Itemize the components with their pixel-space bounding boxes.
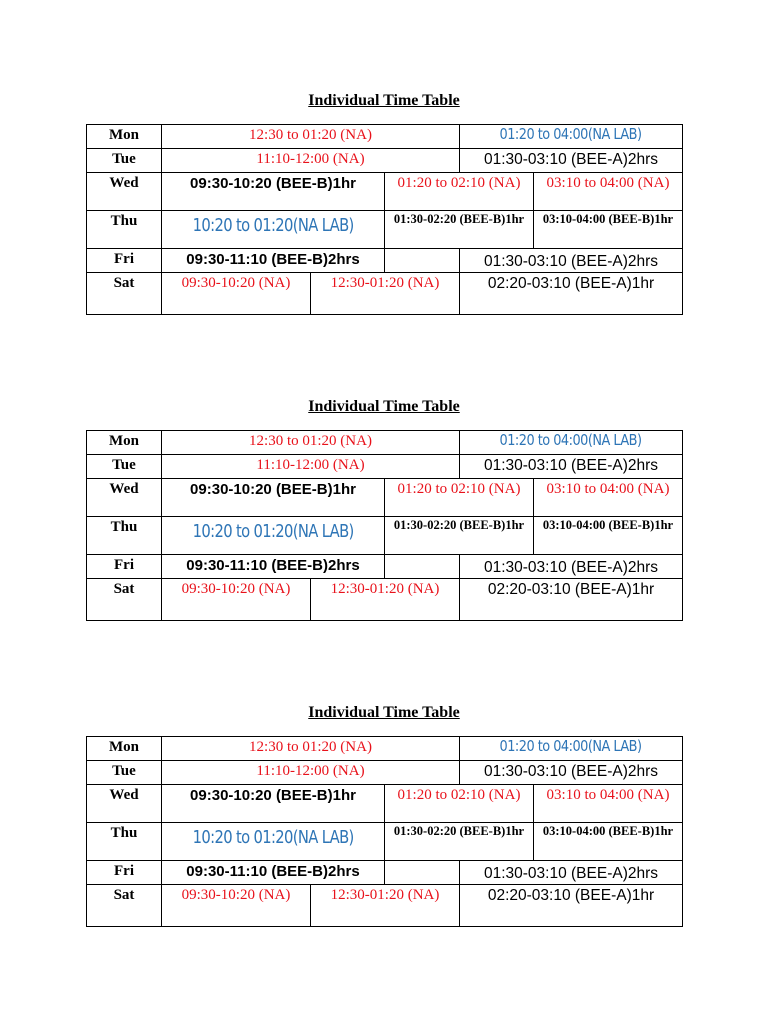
wed-slot-na-1: 01:20 to 02:10 (NA) (385, 479, 534, 517)
timetable-table (86, 124, 683, 315)
sat-slot-na-1: 09:30-10:20 (NA) (162, 579, 311, 621)
table-row-tue (87, 455, 683, 479)
tue-slot-na: 11:10-12:00 (NA) (162, 149, 460, 173)
table-row-mon (87, 431, 683, 455)
sat-slot-bee-a: 02:20-03:10 (BEE-A)1hr (460, 273, 683, 315)
day-cell-wed: Wed (87, 479, 162, 517)
wed-slot-na-1: 01:20 to 02:10 (NA) (385, 785, 534, 823)
day-cell-thu: Thu (87, 517, 162, 555)
table-row-thu (87, 823, 683, 861)
fri-empty-slot (385, 555, 460, 579)
fri-slot-bee-a: 01:30-03:10 (BEE-A)2hrs (460, 861, 683, 885)
table-row-sat (87, 579, 683, 621)
thu-slot-bee-b-1: 01:30-02:20 (BEE-B)1hr (385, 211, 534, 249)
fri-empty-slot (385, 861, 460, 885)
timetable-table (86, 736, 683, 927)
wed-slot-na-2: 03:10 to 04:00 (NA) (534, 479, 683, 517)
thu-slot-na-lab: 10:20 to 01:20(NA LAB) (162, 211, 385, 249)
day-cell-sat: Sat (87, 273, 162, 315)
table-row-fri (87, 249, 683, 273)
day-cell-sat: Sat (87, 579, 162, 621)
sat-slot-na-1: 09:30-10:20 (NA) (162, 885, 311, 927)
tue-slot-na: 11:10-12:00 (NA) (162, 455, 460, 479)
mon-slot-na-lab: 01:20 to 04:00(NA LAB) (460, 737, 683, 761)
tue-slot-bee-a: 01:30-03:10 (BEE-A)2hrs (460, 455, 683, 479)
table-row-tue (87, 761, 683, 785)
wed-slot-bee-b: 09:30-10:20 (BEE-B)1hr (162, 173, 385, 211)
timetable-table (86, 430, 683, 621)
wed-slot-na-2: 03:10 to 04:00 (NA) (534, 173, 683, 211)
day-cell-fri: Fri (87, 555, 162, 579)
table-row-sat (87, 273, 683, 315)
day-cell-mon: Mon (87, 431, 162, 455)
table-row-thu (87, 211, 683, 249)
sat-slot-bee-a: 02:20-03:10 (BEE-A)1hr (460, 579, 683, 621)
sat-slot-na-2: 12:30-01:20 (NA) (311, 579, 460, 621)
thu-slot-na-lab: 10:20 to 01:20(NA LAB) (162, 823, 385, 861)
table-row-wed (87, 785, 683, 823)
fri-empty-slot (385, 249, 460, 273)
sat-slot-na-1: 09:30-10:20 (NA) (162, 273, 311, 315)
table-row-sat (87, 885, 683, 927)
timetable-title: Individual Time Table (308, 92, 460, 109)
sat-slot-na-2: 12:30-01:20 (NA) (311, 885, 460, 927)
fri-slot-bee-b: 09:30-11:10 (BEE-B)2hrs (162, 861, 385, 885)
tue-slot-bee-a: 01:30-03:10 (BEE-A)2hrs (460, 149, 683, 173)
wed-slot-na-2: 03:10 to 04:00 (NA) (534, 785, 683, 823)
table-row-mon (87, 737, 683, 761)
day-cell-thu: Thu (87, 211, 162, 249)
table-row-tue (87, 149, 683, 173)
day-cell-fri: Fri (87, 861, 162, 885)
mon-slot-na: 12:30 to 01:20 (NA) (162, 431, 460, 455)
fri-slot-bee-a: 01:30-03:10 (BEE-A)2hrs (460, 249, 683, 273)
thu-slot-bee-b-1: 01:30-02:20 (BEE-B)1hr (385, 823, 534, 861)
mon-slot-na-lab: 01:20 to 04:00(NA LAB) (460, 125, 683, 149)
wed-slot-na-1: 01:20 to 02:10 (NA) (385, 173, 534, 211)
table-row-thu (87, 517, 683, 555)
sat-slot-bee-a: 02:20-03:10 (BEE-A)1hr (460, 885, 683, 927)
table-row-fri (87, 861, 683, 885)
day-cell-mon: Mon (87, 125, 162, 149)
day-cell-fri: Fri (87, 249, 162, 273)
thu-slot-bee-b-2: 03:10-04:00 (BEE-B)1hr (534, 517, 683, 555)
day-cell-wed: Wed (87, 785, 162, 823)
table-row-wed (87, 173, 683, 211)
mon-slot-na: 12:30 to 01:20 (NA) (162, 737, 460, 761)
day-cell-mon: Mon (87, 737, 162, 761)
tue-slot-bee-a: 01:30-03:10 (BEE-A)2hrs (460, 761, 683, 785)
timetable-title: Individual Time Table (308, 398, 460, 415)
thu-slot-bee-b-2: 03:10-04:00 (BEE-B)1hr (534, 211, 683, 249)
day-cell-wed: Wed (87, 173, 162, 211)
table-row-fri (87, 555, 683, 579)
table-row-wed (87, 479, 683, 517)
fri-slot-bee-b: 09:30-11:10 (BEE-B)2hrs (162, 249, 385, 273)
tue-slot-na: 11:10-12:00 (NA) (162, 761, 460, 785)
thu-slot-bee-b-1: 01:30-02:20 (BEE-B)1hr (385, 517, 534, 555)
table-row-mon (87, 125, 683, 149)
mon-slot-na: 12:30 to 01:20 (NA) (162, 125, 460, 149)
day-cell-sat: Sat (87, 885, 162, 927)
sat-slot-na-2: 12:30-01:20 (NA) (311, 273, 460, 315)
mon-slot-na-lab: 01:20 to 04:00(NA LAB) (460, 431, 683, 455)
day-cell-tue: Tue (87, 761, 162, 785)
wed-slot-bee-b: 09:30-10:20 (BEE-B)1hr (162, 785, 385, 823)
timetable-title: Individual Time Table (308, 704, 460, 721)
thu-slot-na-lab: 10:20 to 01:20(NA LAB) (162, 517, 385, 555)
day-cell-thu: Thu (87, 823, 162, 861)
fri-slot-bee-b: 09:30-11:10 (BEE-B)2hrs (162, 555, 385, 579)
fri-slot-bee-a: 01:30-03:10 (BEE-A)2hrs (460, 555, 683, 579)
day-cell-tue: Tue (87, 455, 162, 479)
wed-slot-bee-b: 09:30-10:20 (BEE-B)1hr (162, 479, 385, 517)
thu-slot-bee-b-2: 03:10-04:00 (BEE-B)1hr (534, 823, 683, 861)
day-cell-tue: Tue (87, 149, 162, 173)
